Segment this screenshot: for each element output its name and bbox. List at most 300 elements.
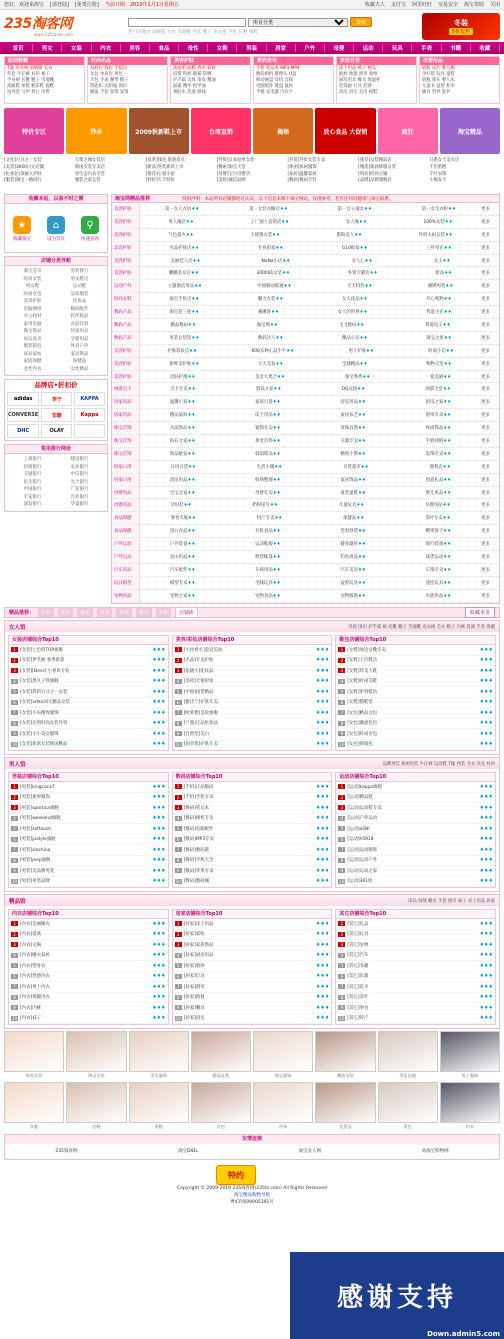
category-link-line[interactable]: 奶粉 尿片 婴儿服 — [422, 66, 455, 71]
shop-name[interactable]: [数码]笔记本 — [183, 805, 210, 811]
shop-name[interactable]: [手机]手机专卖 — [183, 795, 214, 801]
shop-link[interactable]: 精品家纺♦♦ — [169, 413, 196, 419]
tab-5[interactable]: 数码 — [136, 608, 152, 617]
photo-tile[interactable] — [378, 1082, 438, 1129]
photo-tile[interactable] — [4, 1082, 64, 1129]
shop-name[interactable]: [女包]精品女包 — [347, 710, 378, 716]
left-category-link[interactable]: 化妆品 — [72, 299, 87, 304]
shop-name[interactable]: [女装]七色特TOP旗舰 — [20, 647, 63, 653]
top10-title[interactable]: 居家店铺综合Top10 — [173, 910, 332, 919]
shop-name[interactable]: [雅诗兰]护肤专卖 — [183, 700, 218, 706]
shop-link[interactable]: 野营帐篷♦♦ — [255, 554, 281, 560]
category-link-line[interactable]: 眼镜 手套 领带 发饰 — [90, 90, 129, 95]
shop-link[interactable]: 全球精品♦♦ — [342, 361, 368, 367]
category-link-line[interactable]: 短外套 马甲 背心 吊带 — [7, 90, 50, 95]
shop-link[interactable]: 300001女装♦♦ — [256, 271, 290, 277]
ticker-link[interactable]: [数码]数码专营 — [287, 178, 317, 184]
photo-tile[interactable] — [315, 1082, 375, 1129]
nav-item[interactable]: 收藏 — [471, 44, 500, 52]
shop-name[interactable]: [内衣]性感内衣 — [20, 974, 50, 980]
shop-link[interactable]: 水晶饰品♦♦ — [169, 426, 196, 432]
category-link-line[interactable]: 抱枕 地毯 窗帘 收纳 — [339, 72, 378, 77]
category-title[interactable]: 数码家电 — [254, 57, 333, 65]
ticker-link[interactable]: [外贸]外贸女装专卖 — [287, 158, 326, 163]
category-link-line[interactable]: 唇膏 粉底 眼霜 防晒 — [173, 72, 212, 77]
shop-link[interactable]: 外贸天猫店♦♦ — [347, 271, 378, 277]
shop-link[interactable]: 家居饰品♦♦ — [340, 477, 366, 483]
shop-link[interactable]: 天天特价♦♦ — [346, 284, 373, 290]
top10-row[interactable] — [173, 845, 332, 856]
more-link[interactable]: 更多 — [481, 400, 490, 406]
shop-link[interactable]: 户外装备♦♦ — [169, 542, 196, 548]
top10-row[interactable] — [173, 793, 332, 804]
shop-link[interactable]: 床上用品♦♦ — [255, 413, 281, 419]
top10-row[interactable] — [173, 877, 332, 888]
photo-tile[interactable] — [66, 1082, 126, 1129]
shop-link[interactable]: 女人心♦♦ — [351, 258, 373, 264]
category-link-line[interactable]: 平板 充电器 内存卡 — [256, 90, 294, 95]
top10-row[interactable] — [336, 866, 495, 877]
promo-banner[interactable]: 疯狂 — [378, 108, 438, 154]
top10-row[interactable] — [173, 940, 332, 951]
brand-logo[interactable]: OLAY — [41, 424, 72, 438]
friend-link[interactable]: 淘宝女人网 — [298, 1149, 321, 1154]
shop-name[interactable]: [男装]justyle旗舰 — [20, 837, 56, 843]
top10-row[interactable] — [336, 677, 495, 688]
category-link-line[interactable]: 面霜 精华 指甲油 — [173, 84, 206, 89]
shop-name[interactable]: [自然堂]美白 — [183, 731, 210, 737]
more-link[interactable]: 更多 — [481, 516, 490, 522]
more-link[interactable]: 更多 — [481, 271, 490, 277]
shop-link[interactable]: 益智玩具♦♦ — [340, 580, 366, 586]
friend-link[interactable]: 易淘宝购物网 — [421, 1149, 449, 1154]
left-category-link[interactable]: 居家用品 — [70, 329, 89, 334]
row-category[interactable]: 食品保健 — [112, 512, 140, 524]
top10-row[interactable] — [9, 835, 168, 846]
shop-link[interactable]: 健身器材♦♦ — [340, 542, 366, 548]
row-category[interactable]: 宠物用品 — [112, 590, 140, 602]
ticker-link[interactable]: [休闲]休闲服饰 — [287, 164, 317, 170]
shop-link[interactable]: 运动鞋服♦♦ — [255, 542, 281, 548]
ticker-link[interactable]: 千叶衣饰 — [429, 171, 447, 177]
shop-link[interactable]: 毛绒玩具♦♦ — [255, 580, 281, 586]
hot-word[interactable]: 毛衣 — [166, 30, 176, 35]
shop-name[interactable]: [居家]灯具 — [183, 974, 205, 980]
shop-name[interactable]: [女装]伊芙丽 春季新款 — [20, 658, 65, 664]
top10-title[interactable]: 数码店铺综合Top10 — [173, 773, 332, 782]
shop-link[interactable]: 溪溪客♦♦ — [257, 310, 279, 316]
photo-caption[interactable]: 男士服饰 — [461, 1073, 479, 1078]
rank-link[interactable]: 工商银行 — [23, 457, 42, 462]
brand-logo[interactable]: KAPPA — [74, 392, 105, 406]
shop-link[interactable]: 脂粉美人♦♦ — [336, 232, 362, 238]
category-link-line[interactable]: T恤 连衣裙 羽绒服 毛衣 — [7, 66, 53, 71]
row-category[interactable]: 居家日用 — [112, 461, 140, 473]
close-link[interactable]: 关闭 — [489, 2, 500, 8]
nav-item[interactable]: 母婴 — [325, 44, 354, 52]
top10-row[interactable] — [336, 645, 495, 656]
footer-line[interactable]: 淘宝精品购物导航 — [234, 1193, 270, 1198]
shop-name[interactable]: [女鞋]拜美人鞋 — [347, 668, 378, 674]
photo-caption[interactable]: 美女服饰 — [150, 1073, 167, 1078]
shop-name[interactable]: [女鞋]猫鞋馆 — [347, 700, 373, 706]
category-link-line[interactable]: 辅食 营养 洗护 — [422, 90, 451, 95]
left-category-link[interactable]: 数码配件 — [70, 306, 89, 312]
left-category-link[interactable]: 办公耗材 — [23, 314, 42, 319]
search-input[interactable] — [128, 18, 246, 27]
shop-link[interactable]: 家居布艺♦♦ — [340, 413, 366, 419]
row-category[interactable]: 时尚女鞋 — [112, 293, 140, 305]
shop-name[interactable]: [女鞋]上位鞋店 — [347, 658, 378, 664]
ticker-link[interactable]: [化妆]白领丽人护肤 — [4, 171, 42, 177]
photo-tile[interactable] — [315, 1031, 375, 1078]
photo-caption[interactable]: 潮流女装 — [336, 1073, 354, 1078]
promo-banner[interactable]: 秒杀 — [66, 108, 126, 154]
shop-name[interactable]: [其它]乐器 — [347, 974, 369, 980]
ticker-link[interactable]: [家居]温馨家居 — [287, 171, 317, 177]
tab-3[interactable]: 男装 — [97, 608, 113, 617]
row-category[interactable]: 美容护肤 — [112, 358, 140, 370]
ticker-link[interactable]: [推荐]心爱小屋 — [145, 171, 175, 177]
top10-row[interactable] — [173, 656, 332, 667]
photo-caption[interactable]: 女包 — [216, 1124, 226, 1129]
shop-name[interactable]: [女装]我的百分之一女装 — [20, 689, 68, 695]
section-name[interactable]: 女人馆 — [9, 624, 26, 631]
top10-row[interactable] — [173, 687, 332, 698]
hot-word[interactable]: 外套 — [192, 30, 202, 35]
ticker-link[interactable]: [外贸]日本原单女装 — [216, 158, 255, 163]
photo-tile[interactable] — [4, 1031, 64, 1078]
shop-name[interactable]: [美妆]天使彩妆 — [183, 679, 214, 685]
ticker-link[interactable]: 千层蛋糕 — [429, 164, 447, 170]
row-category[interactable]: 运动户外 — [112, 280, 140, 292]
brand-logo[interactable]: Kappa — [74, 408, 105, 422]
rank-link[interactable]: 中信银行 — [70, 472, 89, 477]
photo-caption[interactable]: 皮鞋 — [92, 1124, 101, 1129]
shop-name[interactable]: [男装]男装品牌 — [20, 879, 50, 885]
shop-name[interactable]: [居家]收纳 — [183, 963, 205, 969]
ticker-link[interactable]: [服装]淘宝一路同行 — [4, 178, 42, 184]
shop-name[interactable]: [居家]浴室 — [183, 1016, 205, 1022]
photo-caption[interactable]: 淘宝服饰 — [274, 1073, 292, 1078]
ticker-link[interactable]: [母婴]宝贝母婴店 — [216, 171, 251, 177]
shop-link[interactable]: 车载用品♦♦ — [255, 567, 281, 573]
shop-link[interactable]: 宠物之家♦♦ — [169, 593, 196, 599]
row-category[interactable]: 数码产品 — [112, 319, 140, 331]
ticker-link[interactable]: [推荐]女装精品店 — [358, 158, 392, 163]
top10-row[interactable] — [336, 687, 495, 698]
hot-word[interactable]: 靴子 — [202, 30, 212, 35]
top10-row[interactable] — [336, 698, 495, 709]
shop-link[interactable]: 魅力女装♦♦ — [257, 297, 284, 303]
shop-name[interactable]: [张晓小]化妆品 — [183, 668, 214, 674]
row-category[interactable]: 户外运动 — [112, 538, 140, 550]
tab-4[interactable]: 居家 — [116, 608, 132, 617]
shop-link[interactable]: 温馨小家♦♦ — [169, 400, 196, 406]
promo-banner[interactable]: 特价专区 — [4, 108, 64, 154]
more-link[interactable]: 更多 — [481, 245, 490, 251]
brand-logo[interactable] — [74, 424, 105, 438]
more-link[interactable]: 更多 — [481, 451, 490, 457]
top-link[interactable]: 阿里旺旺 — [411, 2, 432, 8]
nav-item[interactable]: 女鞋 — [208, 44, 237, 52]
shop-link[interactable]: 美女大集合♦♦ — [255, 374, 285, 380]
shop-link[interactable]: 特产专卖♦♦ — [256, 516, 283, 522]
shop-link[interactable]: 天使翅女装♦♦ — [250, 232, 281, 238]
shop-name[interactable]: [其它]茶叶 — [347, 995, 369, 1001]
photo-caption[interactable]: 首饰 — [278, 1124, 288, 1129]
shop-name[interactable]: [居家]窗帘 — [183, 984, 205, 990]
top10-row[interactable] — [9, 940, 168, 951]
left-category-link[interactable]: 美容护肤 — [23, 299, 42, 304]
shop-name[interactable]: [其它]书籍 — [347, 963, 369, 969]
search-button[interactable]: 搜索 — [350, 17, 372, 27]
top10-row[interactable] — [173, 930, 332, 941]
shop-name[interactable]: [数码]电脑配件 — [183, 826, 214, 832]
ticker-link[interactable]: [美妆]诚信品牌 — [216, 178, 246, 184]
shop-link[interactable]: 时尚饰品♦♦ — [425, 426, 452, 432]
shop-link[interactable]: 三叶草店♦♦ — [426, 245, 452, 251]
top10-row[interactable] — [9, 824, 168, 835]
brand-logo[interactable]: CONVERSE — [7, 408, 39, 422]
shop-name[interactable]: [内衣]保暖内衣 — [20, 995, 50, 1001]
shop-name[interactable]: [其它]花卉 — [347, 984, 369, 990]
top10-row[interactable] — [336, 835, 495, 846]
shop-name[interactable]: [男装]weekend旗舰 — [20, 816, 61, 822]
left-category-link[interactable]: 时尚女包 — [23, 291, 42, 297]
left-category-link[interactable]: 珠宝饰品 — [23, 329, 42, 334]
category-link-line[interactable]: 爽肤水 乳液 眼线 — [173, 90, 206, 95]
top10-row[interactable] — [173, 961, 332, 972]
more-link[interactable]: 更多 — [481, 284, 490, 290]
login-link[interactable]: [请登陆] — [50, 2, 69, 8]
row-category[interactable]: 珠宝首饰 — [112, 448, 140, 460]
ticker-link[interactable]: [特价]时尚小铺 — [358, 171, 388, 177]
row-category[interactable]: 美容护肤 — [112, 255, 140, 267]
ticker-link[interactable]: 原生态内衣专营 — [74, 171, 105, 177]
shop-link[interactable]: 银饰专卖♦♦ — [255, 426, 281, 432]
friend-link[interactable]: 235淘客网 — [55, 1149, 78, 1154]
shop-link[interactable]: 糖果饼干♦♦ — [425, 529, 452, 535]
top10-row[interactable] — [173, 982, 332, 993]
shop-name[interactable]: [其它]特产 — [347, 1016, 369, 1022]
shop-link[interactable]: 日用百货♦♦ — [170, 464, 196, 470]
top10-row[interactable] — [173, 803, 332, 814]
shop-name[interactable]: [运动]运动户外 — [347, 858, 378, 864]
shop-link[interactable]: 时尚小店♦♦ — [428, 348, 454, 354]
search-category-select[interactable] — [248, 18, 348, 27]
rank-link[interactable]: 华夏银行 — [70, 502, 89, 507]
top10-title[interactable]: 美容/彩妆店铺综合Top10 — [173, 636, 332, 645]
row-category[interactable]: 美容护肤 — [112, 242, 140, 254]
shop-link[interactable]: 工厂独立直销店♦♦ — [250, 219, 290, 225]
shop-link[interactable]: 玉器专卖♦♦ — [340, 438, 366, 444]
promo-banner[interactable]: 台湾直销 — [191, 108, 251, 154]
top10-row[interactable] — [9, 1014, 168, 1025]
shop-name[interactable]: [其它]汽车 — [347, 953, 369, 959]
row-category[interactable]: 网游点卡 — [112, 383, 140, 395]
left-category-link[interactable]: 保健品 — [72, 359, 87, 364]
left-category-link[interactable]: 软件耗品 — [70, 314, 89, 319]
shop-link[interactable]: 宝宝之家♦♦ — [169, 490, 196, 496]
top10-title[interactable]: 女装店铺综合Top10 — [9, 636, 168, 645]
shop-link[interactable]: 茶叶专卖♦♦ — [425, 516, 451, 522]
shop-link[interactable]: 气色超火♦♦ — [168, 232, 194, 238]
photo-tile[interactable] — [440, 1031, 500, 1078]
rank-link[interactable]: 交通银行 — [23, 472, 42, 477]
left-category-link[interactable]: 孕婴用品 — [70, 336, 89, 342]
top10-row[interactable] — [9, 698, 168, 709]
shop-name[interactable]: [小也香水]金冠美妆 — [183, 647, 223, 653]
shop-name[interactable]: [女装]小布精致服饰 — [20, 710, 59, 716]
photo-caption[interactable]: 美女店铺 — [399, 1073, 416, 1078]
category-link-line[interactable]: 半身裙 长靴 靴子 雪地靴 — [7, 78, 55, 83]
row-category[interactable]: 美容护肤 — [112, 229, 140, 241]
top10-row[interactable] — [336, 729, 495, 740]
ticker-link[interactable]: 服装之家女装 — [74, 178, 101, 184]
shop-link[interactable]: 手链项链♦♦ — [425, 438, 452, 444]
photo-caption[interactable]: 化妆品 — [339, 1124, 352, 1129]
top10-row[interactable] — [9, 972, 168, 983]
hot-word[interactable]: 连衣裙 — [213, 30, 227, 35]
row-category[interactable]: 珠宝首饰 — [112, 422, 140, 434]
more-link[interactable]: 更多 — [481, 554, 490, 560]
top10-row[interactable] — [173, 993, 332, 1004]
photo-tile[interactable] — [440, 1082, 500, 1129]
photo-caption[interactable]: 内衣 — [465, 1124, 475, 1129]
shop-name[interactable]: [内衣]袜子 — [20, 1016, 41, 1022]
shop-name[interactable]: [数码]手机大全 — [183, 858, 214, 864]
more-link[interactable]: 更多 — [481, 361, 490, 367]
left-category-link[interactable]: 运动服装 — [70, 291, 89, 297]
shop-link[interactable]: 专业彩妆♦♦ — [257, 245, 284, 251]
top10-row[interactable] — [9, 656, 168, 667]
row-category[interactable]: 美容护肤 — [112, 371, 140, 383]
row-category[interactable]: 居家用品 — [112, 409, 140, 421]
shop-link[interactable]: 点卡专卖♦♦ — [170, 387, 196, 393]
shop-name[interactable]: [手机]正品数码 — [183, 784, 214, 790]
shop-link[interactable]: 珍珠首饰♦♦ — [340, 426, 366, 432]
row-category[interactable]: 母婴用品 — [112, 487, 140, 499]
ticker-link[interactable]: 日系女士美衣店 — [429, 158, 460, 163]
row-category[interactable]: 汽车用品 — [112, 564, 140, 576]
top-link[interactable]: 收藏夫人 — [364, 2, 385, 8]
shop-link[interactable]: 我爱小店♦♦ — [426, 310, 452, 316]
hot-word[interactable]: 手机 — [228, 30, 238, 35]
top10-row[interactable] — [173, 740, 332, 751]
brand-logo[interactable]: adidas — [7, 392, 39, 406]
nav-item[interactable]: 母性 — [179, 44, 208, 52]
top10-row[interactable] — [173, 835, 332, 846]
photo-caption[interactable]: 精品女装 — [212, 1073, 230, 1078]
category-link-line[interactable]: 女包 单肩包 男包 — [90, 72, 123, 77]
top10-row[interactable] — [173, 919, 332, 930]
more-link[interactable]: 更多 — [481, 529, 490, 535]
register-link[interactable]: [免费注册] — [74, 2, 99, 8]
shop-link[interactable]: 第一女人衣坊♦♦ — [164, 206, 200, 212]
shop-name[interactable]: [内衣]爱慕 — [20, 932, 41, 938]
row-category[interactable]: 珠宝首饰 — [112, 435, 140, 447]
brand-logo[interactable]: 安踏 — [41, 408, 72, 422]
nav-item[interactable]: 手表 — [412, 44, 441, 52]
row-category[interactable]: 玩具模型 — [112, 577, 140, 589]
top10-title[interactable]: 其它店铺综合Top10 — [336, 910, 495, 919]
left-category-link[interactable]: 食品饮料 — [70, 321, 89, 327]
top10-row[interactable] — [336, 940, 495, 951]
row-category[interactable]: 美容护肤 — [112, 203, 140, 215]
top10-row[interactable] — [9, 1003, 168, 1014]
shop-link[interactable]: 汽车配件♦♦ — [169, 567, 196, 573]
shop-link[interactable]: 男人缘店♦♦ — [168, 219, 194, 225]
rank-link[interactable]: 兴业银行 — [70, 494, 89, 500]
shop-link[interactable]: 宠物食品♦♦ — [255, 593, 281, 599]
shop-link[interactable]: 新鲜美护肤♦♦ — [169, 361, 200, 367]
top10-row[interactable] — [336, 930, 495, 941]
left-category-link[interactable]: 男女鞋 — [25, 284, 40, 289]
shop-link[interactable]: G10批发♦♦ — [341, 245, 368, 251]
top10-row[interactable] — [336, 993, 495, 1004]
category-link-line[interactable]: 移动硬盘 耳机 音箱 — [256, 78, 294, 83]
photo-tile[interactable] — [191, 1031, 251, 1078]
more-link[interactable]: 更多 — [481, 310, 490, 316]
left-category-link[interactable]: 家庭保健 — [23, 359, 42, 364]
top10-row[interactable] — [336, 824, 495, 835]
category-title[interactable]: 美容护肤 — [171, 57, 250, 65]
shop-link[interactable]: 有机食品♦♦ — [255, 529, 281, 535]
photo-caption[interactable]: 男包 — [403, 1124, 412, 1129]
top10-row[interactable] — [336, 666, 495, 677]
more-link[interactable]: 更多 — [481, 206, 490, 212]
shop-name[interactable]: [女装]黑凡子铁旗舰 — [20, 679, 59, 685]
row-category[interactable]: 居家用品 — [112, 396, 140, 408]
shop-name[interactable]: [兰蔻]正品化妆品 — [183, 721, 218, 727]
more-link[interactable]: 更多 — [481, 387, 490, 393]
shop-link[interactable]: 韩国饰品♦♦ — [255, 451, 281, 457]
top10-row[interactable] — [9, 856, 168, 867]
tab-6[interactable]: 品牌 — [156, 608, 172, 617]
winter-sale-ad[interactable]: 冬装 5折起售 — [422, 13, 500, 40]
top10-row[interactable] — [336, 814, 495, 825]
shop-link[interactable]: 名品护肤店♦♦ — [169, 245, 200, 251]
top10-row[interactable] — [173, 729, 332, 740]
shop-name[interactable]: [运动]运动鞋专卖 — [347, 805, 382, 811]
shop-name[interactable]: [女包]时尚女包 — [347, 731, 378, 737]
nav-item[interactable]: 内衣 — [92, 44, 121, 52]
shop-link[interactable]: 淘宝秀秀♦♦ — [344, 374, 371, 380]
top10-row[interactable] — [173, 856, 332, 867]
shop-name[interactable]: [男装]kingcoca7 — [20, 784, 55, 790]
shop-link[interactable]: 骑行装备♦♦ — [425, 542, 452, 548]
category-link-line[interactable]: 床上用品 被子 枕头 — [339, 66, 377, 71]
shop-link[interactable]: QQ充值♦♦ — [341, 387, 366, 393]
shop-link[interactable]: 生活小铺♦♦ — [256, 464, 283, 470]
shop-link[interactable]: 第一女子淑女♦♦ — [337, 206, 372, 212]
shop-link[interactable]: 第一女装衣橱店♦♦ — [249, 206, 288, 212]
more-link[interactable]: 更多 — [481, 322, 490, 328]
more-link[interactable]: 更多 — [481, 232, 490, 238]
top10-row[interactable] — [9, 803, 168, 814]
friend-link[interactable]: 淘宝DIDL — [178, 1149, 198, 1154]
category-link-line[interactable]: 电脑配件 键盘 鼠标 — [256, 84, 294, 89]
shop-name[interactable]: [女鞋]驴客鞋坊 — [347, 689, 378, 695]
photo-caption[interactable]: 淘宝女装 — [87, 1073, 105, 1078]
more-link[interactable]: 更多 — [481, 580, 490, 586]
top10-row[interactable] — [9, 708, 168, 719]
top10-row[interactable] — [173, 677, 332, 688]
top10-row[interactable] — [173, 814, 332, 825]
brand-logo[interactable]: DHC — [7, 424, 39, 438]
photo-tile[interactable] — [191, 1082, 251, 1129]
